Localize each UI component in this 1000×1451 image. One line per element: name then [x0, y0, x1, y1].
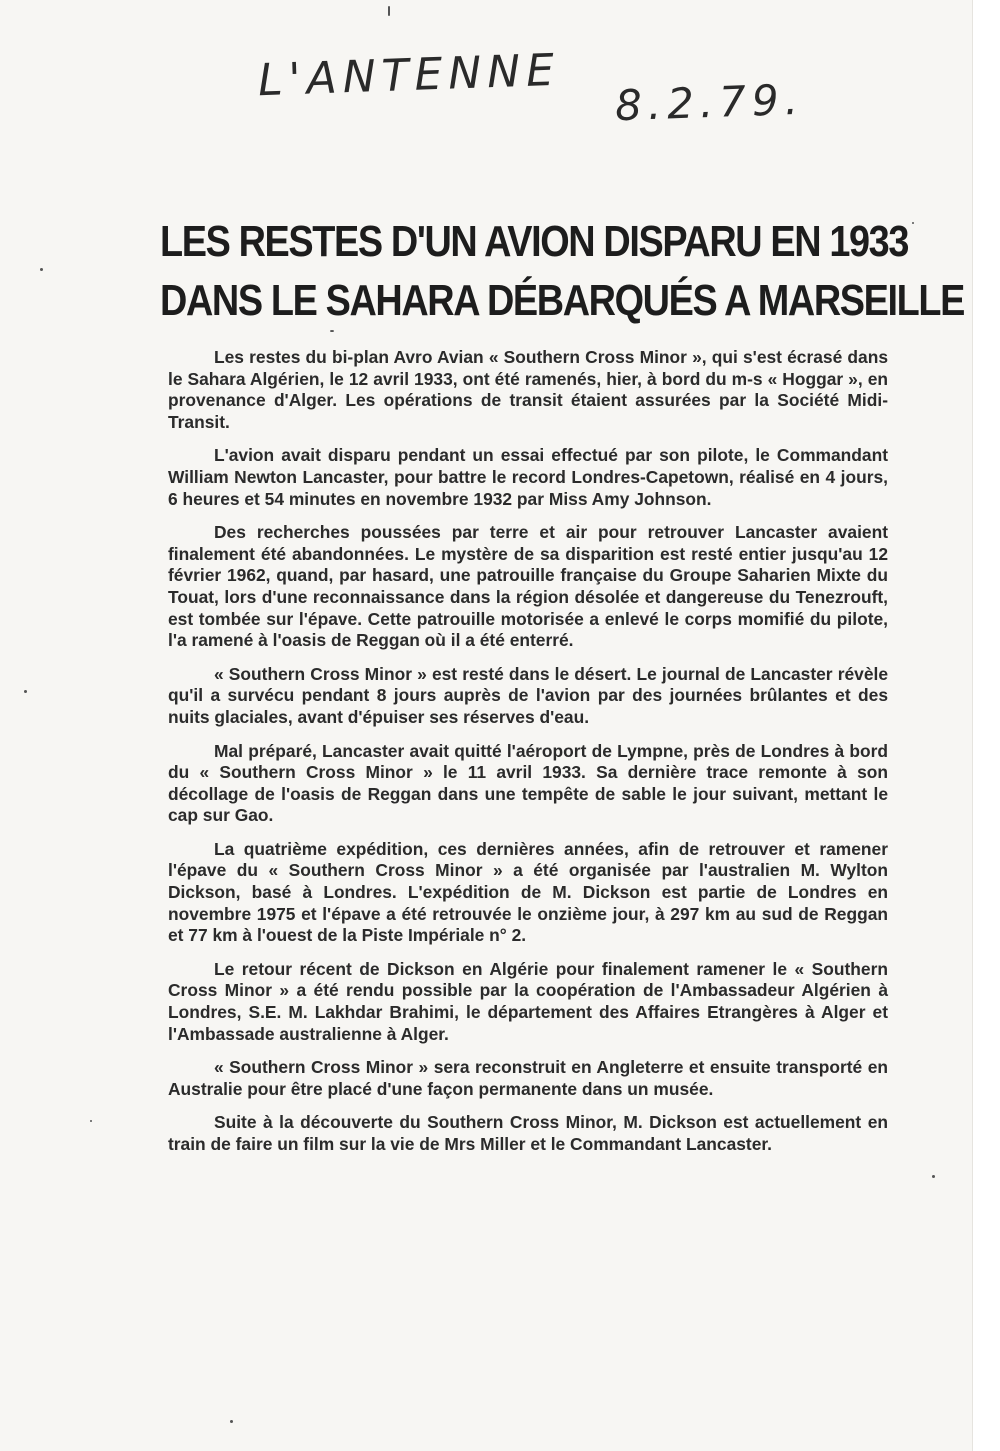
scan-speck	[388, 6, 390, 16]
scan-speck	[40, 268, 43, 271]
scan-speck	[330, 330, 334, 332]
article-paragraph: Des recherches poussées par terre et air pour retrouver Lancaster avaient finalement été abandonnées. Le mystère de sa disparition est resté entier jusqu'au 12 février 1962, quand, par hasard, une patrouille française du Groupe Saharien Mixte du Touat, lors d'une reconnaissance dans la région désolée et dangereuse du Tenezrouft, est tombée sur l'épave. Cette patrouille motorisée a enlevé le corps momifié du pilote, l'a ramené à l'oasis de Reggan où il a été enterré.	[168, 522, 888, 651]
handwritten-source-note: L'ANTENNE	[257, 44, 561, 107]
article-paragraph: « Southern Cross Minor » sera reconstruit en Angleterre et ensuite transporté en Australie pour être placé d'une façon permanente dans un musée.	[168, 1057, 888, 1099]
article-paragraph: Les restes du bi-plan Avro Avian « Southern Cross Minor », qui s'est écrasé dans le Sahara Algérien, le 12 avril 1933, ont été ramenés, hier, à bord du m-s « Hoggar », en provenance d'Alger. Les opérations de transit étaient assurées par la Société Midi-Transit.	[168, 347, 888, 432]
scan-speck	[90, 1120, 92, 1122]
article-paragraph: « Southern Cross Minor » est resté dans le désert. Le journal de Lancaster révèle qu'il a survécu pendant 8 jours auprès de l'avion par des journées brûlantes et des nuits glaciales, avant d'épuiser ses réserves d'eau.	[168, 663, 888, 727]
article-body	[168, 347, 888, 1168]
headline-line-1: LES RESTES D'UN AVION DISPARU EN 1933	[160, 217, 908, 266]
scan-speck	[912, 222, 914, 224]
article-paragraph: L'avion avait disparu pendant un essai effectué par son pilote, le Commandant William Newton Lancaster, pour battre le record Londres-Capetown, réalisé en 4 jours, 6 heures et 54 minutes en novembre 1932 par Miss Amy Johnson.	[168, 445, 888, 509]
article-paragraph: Mal préparé, Lancaster avait quitté l'aéroport de Lympne, près de Londres à bord du « Southern Cross Minor » le 11 avril 1933. Sa dernière trace remonte à son décollage de l'oasis de Reggan dans une tempête de sable le jour suivant, mettant le cap sur Gao.	[168, 740, 888, 826]
handwritten-date-note: 8.2.79.	[614, 74, 805, 131]
scan-speck	[24, 690, 27, 693]
article-headline	[160, 212, 965, 330]
headline-line-2: DANS LE SAHARA DÉBARQUÉS A MARSEILLE	[160, 276, 965, 325]
scan-speck	[230, 1420, 233, 1423]
article-paragraph: Le retour récent de Dickson en Algérie pour finalement ramener le « Southern Cross Minor » a été rendu possible par la coopération de l'Ambassadeur Algérien à Londres, S.E. M. Lakhdar Brahimi, le département des Affaires Etrangères à Alger et l'Ambassade australienne à Alger.	[168, 958, 888, 1044]
article-paragraph: La quatrième expédition, ces dernières années, afin de retrouver et ramener l'épave du « Southern Cross Minor » a été organisée par l'australien M. Wylton Dickson, basé à Londres. L'expédition de M. Dickson est partie de Londres en novembre 1975 et l'épave a été retrouvée le onzième jour, à 297 km au sud de Reggan et 77 km à l'ouest de la Piste Impériale n° 2.	[168, 838, 888, 946]
scan-margin	[972, 0, 1000, 1451]
article-paragraph: Suite à la découverte du Southern Cross Minor, M. Dickson est actuellement en train de faire un film sur la vie de Mrs Miller et le Commandant Lancaster.	[168, 1112, 888, 1154]
scan-speck	[932, 1175, 935, 1178]
